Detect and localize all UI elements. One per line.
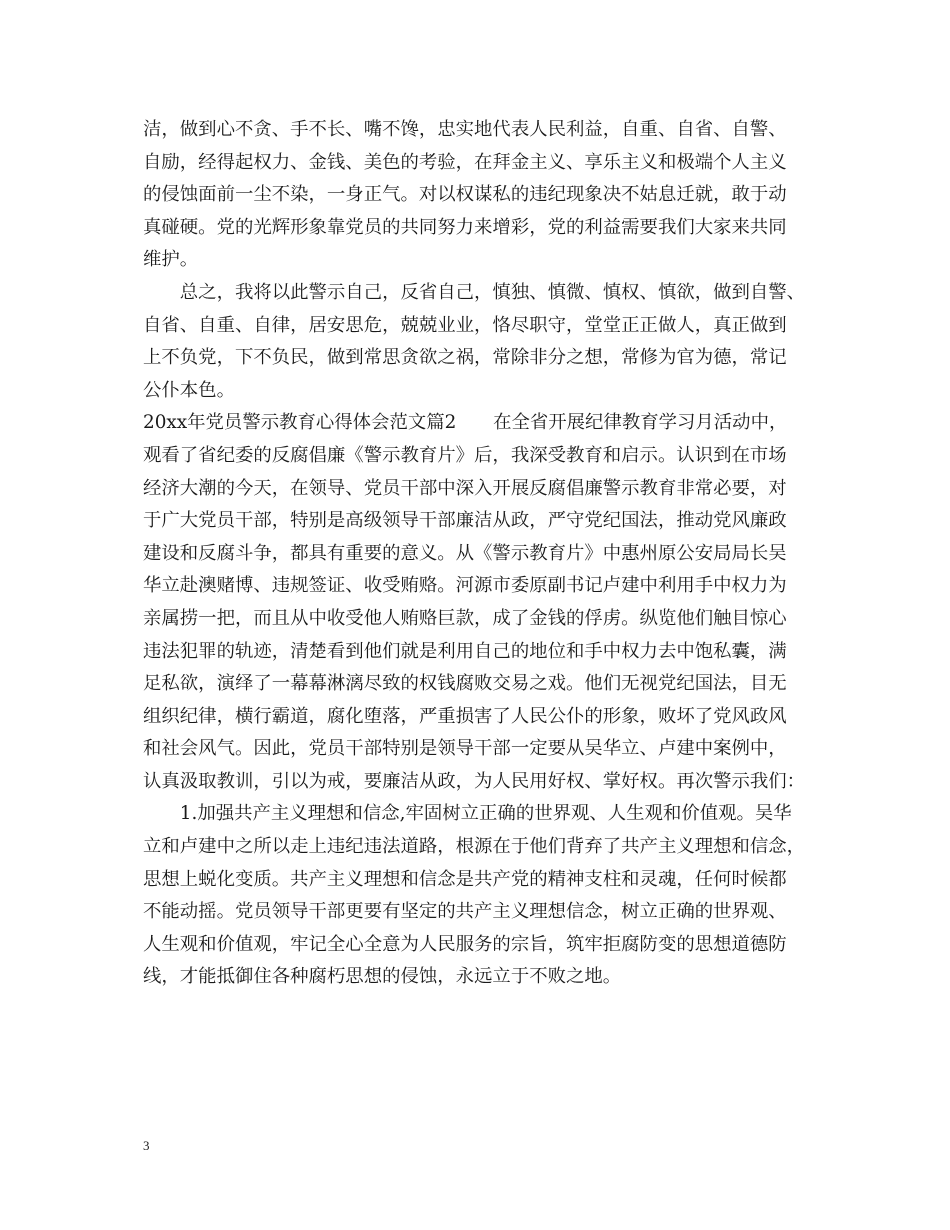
text-line: 组织纪律，横行霸道，腐化堕落，严重损害了人民公仆的形象，败坏了党风政风	[143, 705, 787, 727]
text-line: 足私欲，演绎了一幕幕淋漓尽致的权钱腐败交易之戏。他们无视党纪国法，目无	[143, 673, 787, 695]
text-line: 自励，经得起权力、金钱、美色的考验，在拜金主义、享乐主义和极端个人主义	[143, 151, 787, 173]
text-line: 和社会风气。因此，党员干部特别是领导干部一定要从吴华立、卢建中案例中，	[143, 738, 787, 760]
text-line: 不能动摇。党员领导干部更要有坚定的共产主义理想信念，树立正确的世界观、	[143, 901, 787, 923]
document-body	[143, 114, 833, 994]
text-line: 人生观和价值观，牢记全心全意为人民服务的宗旨，筑牢拒腐防变的思想道德防	[143, 933, 787, 955]
text-line: 于广大党员干部，特别是高级领导干部廉洁从政，严守党纪国法，推动党风廉政	[143, 510, 787, 532]
text-line: 建设和反腐斗争，都具有重要的意义。从《警示教育片》中惠州原公安局局长吴	[143, 542, 787, 564]
text-line: 认真汲取教训，引以为戒，要廉洁从政，为人民用好权、掌好权。再次警示我们：	[143, 770, 806, 792]
text-line: 思想上蜕化变质。共产主义理想和信念是共产党的精神支柱和灵魂，任何时候都	[143, 868, 787, 890]
text-line: 上不负党，下不负民，做到常思贪欲之祸，常除非分之想，常修为官为德，常记	[143, 347, 787, 369]
text-line: 公仆本色。	[143, 379, 235, 401]
text-line: 洁，做到心不贪、手不长、嘴不馋，忠实地代表人民利益，自重、自省、自警、	[143, 119, 787, 140]
text-line: 经济大潮的今天，在领导、党员干部中深入开展反腐倡廉警示教育非常必要，对	[143, 477, 787, 499]
text-line: 违法犯罪的轨迹，清楚看到他们就是利用自己的地位和手中权力去中饱私囊，满	[143, 640, 787, 662]
text-line: 亲属捞一把，而且从中收受他人贿赂巨款，成了金钱的俘虏。纵览他们触目惊心	[143, 607, 787, 629]
text-line: 自省、自重、自律，居安思危，兢兢业业，恪尽职守，堂堂正正做人，真正做到	[143, 314, 787, 336]
text-line: 观看了省纪委的反腐倡廉《警示教育片》后，我深受教育和启示。认识到在市场	[143, 444, 787, 466]
text-line: 华立赴澳赌博、违规签证、收受贿赂。河源市委原副书记卢建中利用手中权力为	[143, 575, 787, 597]
text-line: 1.加强共产主义理想和信念,牢固树立正确的世界观、人生观和价值观。吴华	[143, 803, 792, 825]
text-line: 线，才能抵御住各种腐朽思想的侵蚀，永远立于不败之地。	[143, 966, 622, 988]
page-number: 3	[143, 1138, 150, 1153]
text-line: 维护。	[143, 249, 199, 271]
text-line: 总之，我将以此警示自己，反省自己，慎独、慎微、慎权、慎欲，做到自警、	[143, 281, 806, 303]
text-line: 真碰硬。党的光辉形象靠党员的共同努力来增彩，党的利益需要我们大家来共同	[143, 216, 787, 238]
section-heading-line: 20xx年党员警示教育心得体会范文篇2 在全省开展纪律教育学习月活动中，	[143, 412, 788, 434]
text-line: 的侵蚀面前一尘不染，一身正气。对以权谋私的违纪现象决不姑息迁就，敢于动	[143, 184, 787, 206]
text-line: 立和卢建中之所以走上违纪违法道路，根源在于他们背弃了共产主义理想和信念，	[143, 836, 806, 858]
